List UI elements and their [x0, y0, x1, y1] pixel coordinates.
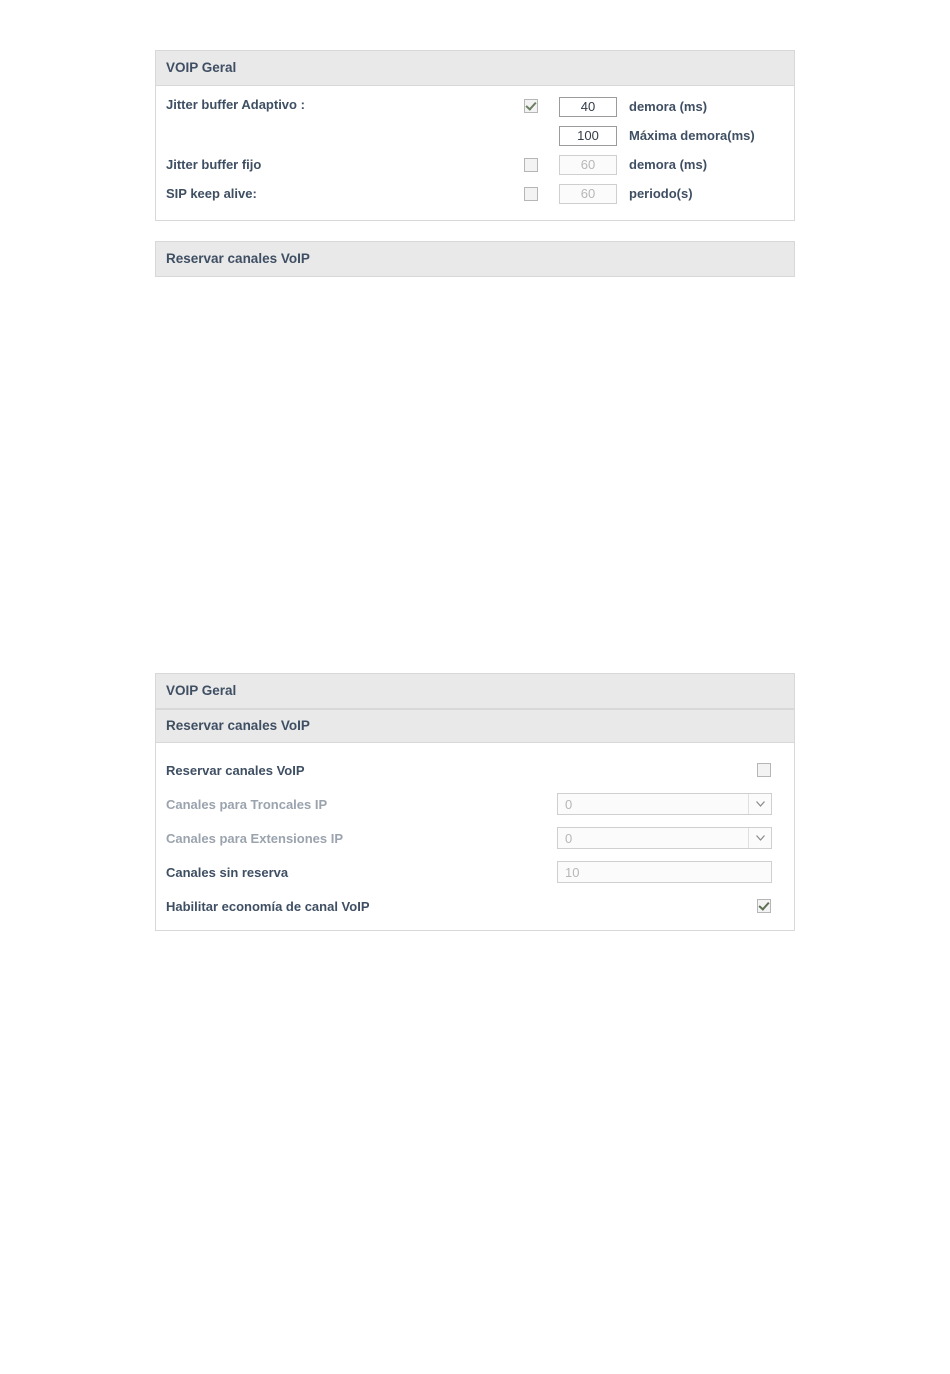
canales-sin-reserva-row [156, 855, 794, 889]
canales-troncales-label: Canales para Troncales IP [166, 796, 328, 812]
voip-geral-reserve-panel [155, 673, 795, 931]
canales-extensiones-value: 0 [565, 830, 573, 846]
sip-keepalive-checkbox[interactable] [524, 187, 538, 201]
sip-keepalive-label: SIP keep alive: [166, 186, 257, 201]
panel3-body [156, 743, 794, 933]
sip-keepalive-row [156, 179, 794, 208]
jitter-adaptive-fields [551, 92, 755, 150]
jitter-adaptive-row [156, 92, 794, 150]
canales-troncales-select[interactable] [557, 793, 772, 815]
canales-troncales-row [156, 787, 794, 821]
canales-troncales-value: 0 [565, 796, 573, 812]
economia-canal-row [156, 889, 794, 923]
jitter-fixed-checkbox-cell [511, 158, 551, 172]
canales-sin-reserva-control [557, 861, 772, 883]
canales-extensiones-control [557, 827, 772, 849]
reservar-canales-row [156, 753, 794, 787]
adaptive-max-delay-unit: Máxima demora(ms) [629, 128, 755, 143]
canales-extensiones-label: Canales para Extensiones IP [166, 830, 344, 846]
reservar-canales-control [757, 763, 772, 777]
voip-geral-body [156, 86, 794, 218]
jitter-fixed-row [156, 150, 794, 179]
panel-header-voip-geral: VOIP Geral [156, 51, 794, 86]
sip-keepalive-unit: periodo(s) [629, 186, 693, 201]
jitter-adaptive-checkbox[interactable] [524, 99, 538, 113]
panel3-subheader-reservar-canales: Reservar canales VoIP [156, 709, 794, 743]
panel3-header-voip-geral: VOIP Geral [156, 674, 794, 709]
reservar-canales-panel [155, 241, 795, 276]
economia-canal-checkbox[interactable] [757, 899, 771, 913]
jitter-fixed-unit: demora (ms) [629, 157, 708, 172]
canales-sin-reserva-input[interactable] [557, 861, 772, 883]
chevron-down-icon[interactable] [748, 794, 771, 814]
canales-extensiones-select[interactable] [557, 827, 772, 849]
jitter-fixed-delay-input[interactable] [559, 155, 617, 175]
economia-canal-label: Habilitar economía de canal VoIP [166, 898, 370, 914]
sip-keepalive-checkbox-cell [511, 187, 551, 201]
jitter-adaptive-checkbox-cell [511, 92, 551, 150]
jitter-fixed-checkbox[interactable] [524, 158, 538, 172]
canales-extensiones-row [156, 821, 794, 855]
reservar-canales-checkbox[interactable] [757, 763, 771, 777]
sip-keepalive-period-input[interactable] [559, 184, 617, 204]
jitter-adaptive-label: Jitter buffer Adaptivo : [166, 97, 305, 112]
panel-header-reservar-canales: Reservar canales VoIP [155, 241, 795, 277]
adaptive-delay-unit: demora (ms) [629, 99, 708, 114]
economia-canal-control [757, 899, 772, 913]
canales-troncales-control [557, 793, 772, 815]
reservar-canales-label: Reservar canales VoIP [166, 762, 305, 778]
adaptive-max-delay-input[interactable] [559, 126, 617, 146]
adaptive-delay-input[interactable] [559, 97, 617, 117]
voip-geral-panel [155, 50, 795, 221]
chevron-down-icon[interactable] [748, 828, 771, 848]
canales-sin-reserva-label: Canales sin reserva [166, 864, 289, 880]
jitter-fixed-label: Jitter buffer fijo [166, 157, 262, 172]
